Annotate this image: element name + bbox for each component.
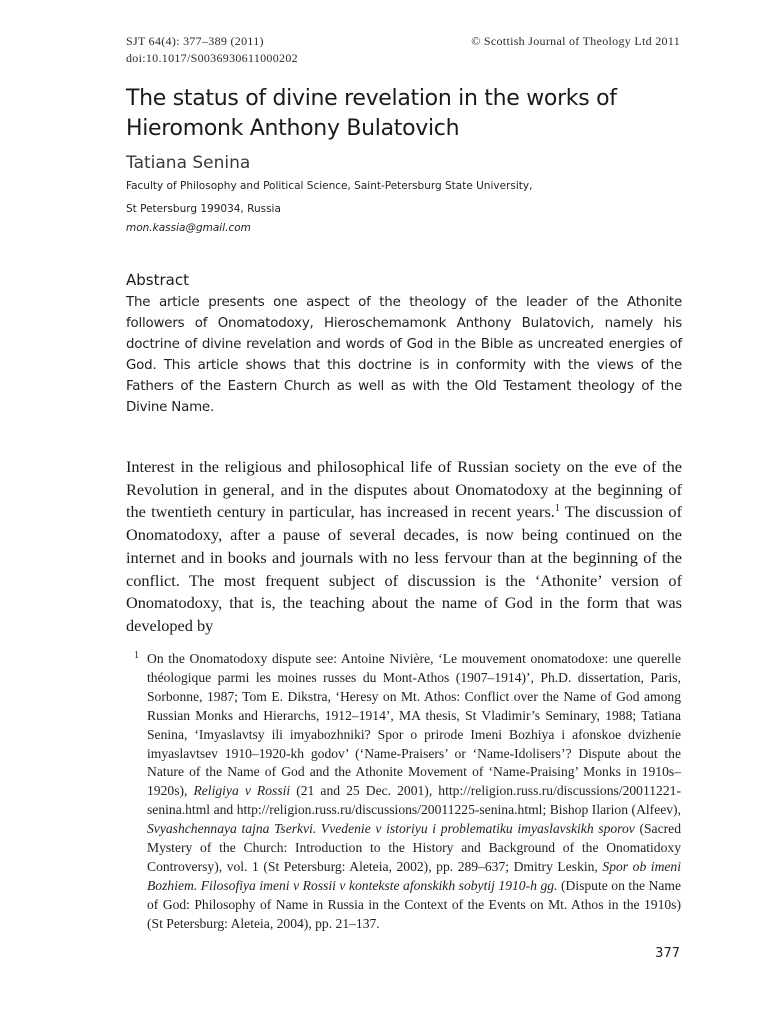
footnote-text (147, 650, 681, 934)
journal-copyright: © Scottish Journal of Theology Ltd 2011 (471, 34, 680, 48)
article-title (126, 84, 686, 144)
article-title-line2: Hieromonk Anthony Bulatovich (126, 116, 460, 141)
journal-citation: SJT 64(4): 377–389 (2011) (126, 34, 264, 48)
footnote-italic-title: Spor ob imeni Bozhiem. Filosofiya imeni v Rossii v kontekste afonskikh sobytij 1910-h gg. (147, 858, 681, 893)
article-title-line1: The status of divine revelation in the works of (126, 86, 617, 111)
author-affiliation: Faculty of Philosophy and Political Science, Saint-Petersburg State University, (126, 180, 533, 192)
footnote-number: 1 (134, 650, 139, 661)
footnote-reference[interactable]: 1 (554, 503, 560, 515)
footnote-text-segment: On the Onomatodoxy dispute see: Antoine Nivière, ‘Le mouvement onomatodoxe: une querelle théologique parmi les moines russes du Mont-Athos (1907–1914)’, Ph.D. dissertation, Paris, Sorbonne, 1987; Tom E. Dikstra, ‘Heresy on Mt. Athos: Conflict over the Name of God among Russian Monks and Hierarchs, 1912–1914’, MA thesis, St Vladimir’s Seminary, 1988; Tatiana Senina, ‘Imyaslavtsy ili imyabozhniki? Spor o prirode Imeni Bozhiya i afonskoe dvizhenie imyaslavtsev 1910–1920-kh godov’ (‘Name-Praisers’ or ‘Name-Idolisers’? Dispute about the Nature of the Name of God and the Athonite Movement of ‘Name-Praising’ Monks in 1910s–1920s), (147, 651, 681, 799)
author-name: Tatiana Senina (126, 153, 251, 173)
footnote-italic-title: Religiya v Rossii (193, 783, 291, 799)
abstract-heading: Abstract (126, 271, 189, 289)
footnote-text-segment: (Sacred Mystery of the Church: Introduction to the History and Background of the Onomatidoxy Controversy), vol. 1 (St Petersburg: Aleteia, 2002), pp. 289–637; Dmitry Leskin, (147, 821, 681, 874)
author-address: St Petersburg 199034, Russia (126, 203, 281, 215)
footnote-text-segment: (21 and 25 Dec. 2001), http://religion.russ.ru/discussions/20011221-senina.html and http://religion.russ.ru/discussions/20011225-senina.html; Bishop Ilarion (Alfeev), (147, 783, 681, 818)
body-text-part1: Interest in the religious and philosophical life of Russian society on the eve of the Revolution in general, and in the disputes about Onomatodoxy at the beginning of the twentieth century in particular, has increased in recent years. (126, 457, 682, 522)
body-paragraph (126, 456, 682, 638)
abstract-text: The article presents one aspect of the theology of the leader of the Athonite followers of Onomatodoxy, Hieroschemamonk Anthony Bulatovich, namely his doctrine of divine revelation and words of God in the Bible as uncreated energies of God. This article shows that this doctrine is in conformity with the views of the Fathers of the Eastern Church as well as with the Old Testament theology of the Divine Name. (126, 295, 682, 415)
page-number: 377 (655, 946, 680, 961)
footnote-text-segment: (Dispute on the Name of God: Philosophy of Name in Russia in the Context of the Events on Mt. Athos in the 1910s) (St Petersburg: Aleteia, 2004), pp. 21–137. (147, 877, 681, 931)
author-email: mon.kassia@gmail.com (126, 222, 251, 234)
footnote-italic-title: Svyashchennaya tajna Tserkvi. Vvedenie v istoriyu i problematiku imyaslavskikh sporov (147, 821, 635, 837)
article-doi: doi:10.1017/S0036930611000202 (126, 51, 298, 65)
body-text-part2: The discussion of Onomatodoxy, after a pause of several decades, is now being continued on the internet and in books and journals with no less fervour than at the beginning of the conflict. The most frequent subject of discussion is the ‘Athonite’ version of Onomatodoxy, that is, the teaching about the name of God in the form that was developed by (126, 502, 682, 635)
